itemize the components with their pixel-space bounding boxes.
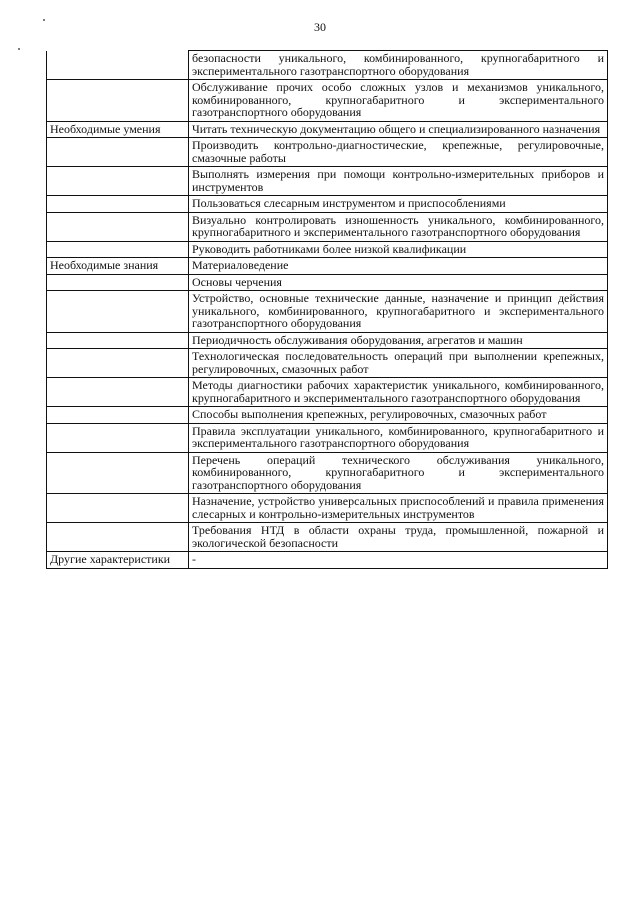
section-label-continuation (47, 378, 189, 407)
table-row (47, 121, 608, 138)
requirement-cell: Периодичность обслуживания оборудования, агрегатов и машин (189, 332, 608, 349)
table-row (47, 80, 608, 122)
table-row (47, 523, 608, 552)
table-row (47, 552, 608, 569)
section-label-continuation (47, 407, 189, 424)
section-label-continuation (47, 523, 189, 552)
section-label-continuation (47, 291, 189, 333)
table-row (47, 258, 608, 275)
section-label-continuation (47, 167, 189, 196)
requirement-cell: Устройство, основные технические данные, назначение и принцип действия уникального, комбинированного, крупногабаритного и экспериментального газотранспортного оборудования (189, 291, 608, 333)
requirement-cell: Основы черчения (189, 274, 608, 291)
requirement-cell: Производить контрольно-диагностические, крепежные, регулировочные, смазочные работы (189, 138, 608, 167)
section-label-continuation (47, 274, 189, 291)
requirement-cell: Читать техническую документацию общего и специализированного назначения (189, 121, 608, 138)
section-label: Необходимые умения (47, 121, 189, 138)
requirement-cell: Руководить работниками более низкой квалификации (189, 241, 608, 258)
requirement-cell: Выполнять измерения при помощи контрольно-измерительных приборов и инструментов (189, 167, 608, 196)
scan-speck (43, 19, 45, 21)
table-row (47, 494, 608, 523)
page-number: 30 (314, 20, 326, 34)
table-row (47, 407, 608, 424)
requirement-cell: Материаловедение (189, 258, 608, 275)
requirement-cell: Назначение, устройство универсальных приспособлений и правила применения слесарных и контрольно-измерительных инструментов (189, 494, 608, 523)
section-label-continuation (47, 138, 189, 167)
section-label: Необходимые знания (47, 258, 189, 275)
table-row (47, 423, 608, 452)
section-label-continuation (47, 196, 189, 213)
table-row (47, 378, 608, 407)
table-row (47, 452, 608, 494)
table-row (47, 167, 608, 196)
table-row (47, 51, 608, 80)
section-label: Другие характеристики (47, 552, 189, 569)
requirement-cell: Перечень операций технического обслуживания уникального, комбинированного, крупногабаритного и экспериментального газотранспортного оборудования (189, 452, 608, 494)
section-label-continuation (47, 452, 189, 494)
section-label-continuation (47, 494, 189, 523)
requirement-cell: Способы выполнения крепежных, регулировочных, смазочных работ (189, 407, 608, 424)
table-row (47, 212, 608, 241)
requirement-cell: безопасности уникального, комбинированного, крупногабаритного и экспериментального газотранспортного оборудования (189, 51, 608, 80)
table-row (47, 196, 608, 213)
requirement-cell: Технологическая последовательность операций при выполнении крепежных, регулировочных, смазочных работ (189, 349, 608, 378)
table-row (47, 291, 608, 333)
section-label-continuation (47, 212, 189, 241)
requirement-cell: Обслуживание прочих особо сложных узлов и механизмов уникального, комбинированного, крупногабаритного и экспериментального газотранспортного оборудования (189, 80, 608, 122)
requirement-cell: Требования НТД в области охраны труда, промышленной, пожарной и экологической безопасности (189, 523, 608, 552)
table-row (47, 274, 608, 291)
scan-speck (18, 48, 20, 50)
table-row (47, 241, 608, 258)
table-row (47, 138, 608, 167)
section-label (47, 51, 189, 80)
requirement-cell: Правила эксплуатации уникального, комбинированного, крупногабаритного и экспериментального газотранспортного оборудования (189, 423, 608, 452)
requirement-cell: Методы диагностики рабочих характеристик уникального, комбинированного, крупногабаритного и экспериментального газотранспортного оборудования (189, 378, 608, 407)
table-row (47, 349, 608, 378)
requirement-cell: - (189, 552, 608, 569)
section-label-continuation (47, 349, 189, 378)
requirement-cell: Визуально контролировать изношенность уникального, комбинированного, крупногабаритного и экспериментального газотранспортного оборудования (189, 212, 608, 241)
specification-table (46, 50, 608, 569)
section-label-continuation (47, 80, 189, 122)
table-row (47, 332, 608, 349)
section-label-continuation (47, 423, 189, 452)
specification-table-body (47, 51, 608, 569)
section-label-continuation (47, 332, 189, 349)
requirement-cell: Пользоваться слесарным инструментом и приспособлениями (189, 196, 608, 213)
section-label-continuation (47, 241, 189, 258)
